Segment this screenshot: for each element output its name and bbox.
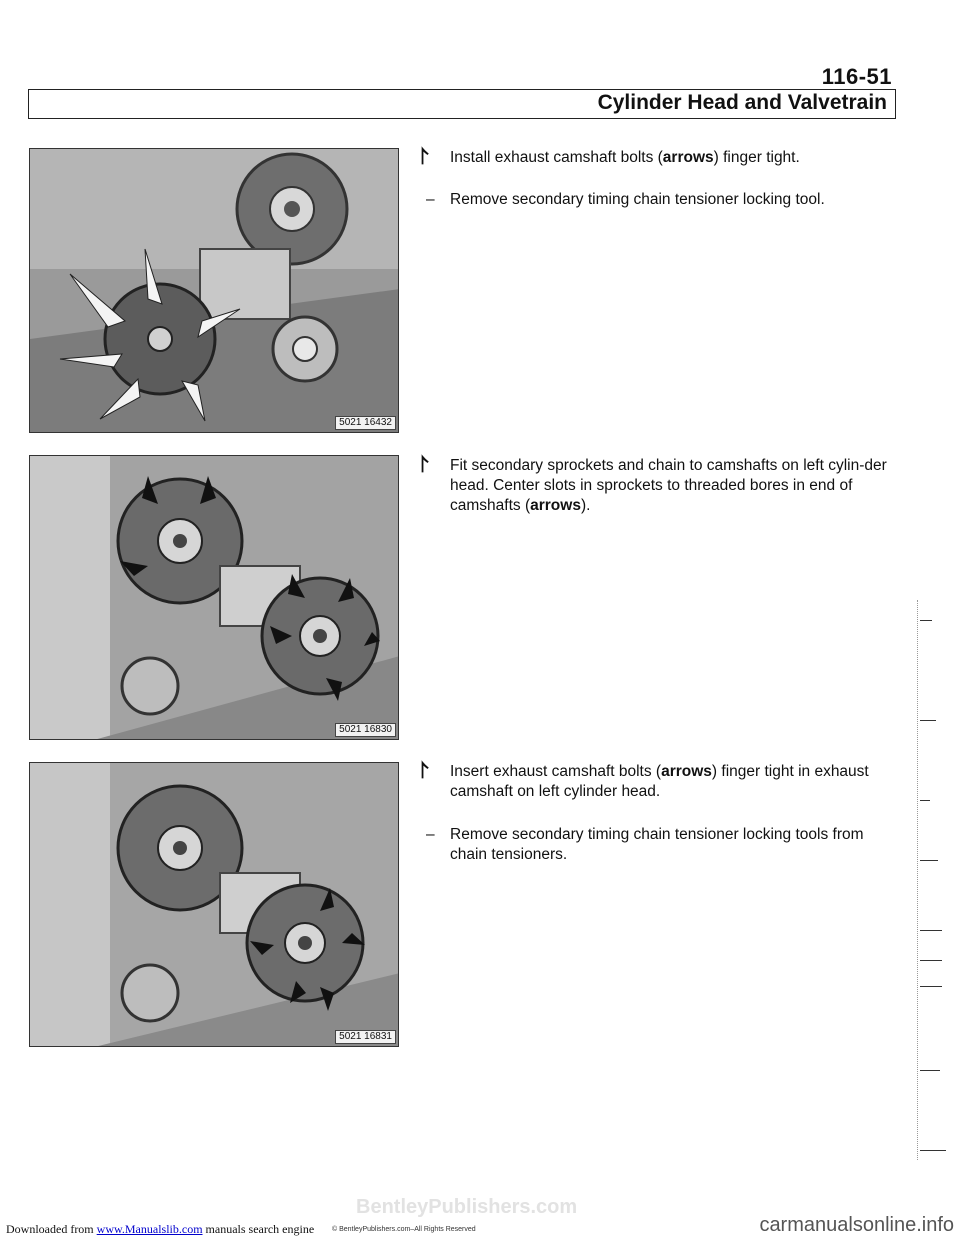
step-text: Fit secondary sprockets and chain to camshafts on left cylin-der head. Center slots in sprockets to threaded bores in end of camshafts (arrows). [450, 457, 887, 514]
section-header-bar [28, 89, 896, 119]
footer-site-watermark: carmanualsonline.info [759, 1214, 954, 1236]
instruction-step [420, 825, 890, 865]
instruction-step [420, 758, 890, 802]
instruction-step [420, 452, 890, 516]
step-text: Insert exhaust camshaft bolts (arrows) finger tight in exhaust camshaft on left cylinder head. [450, 763, 869, 800]
left-pointer-icon: ⨡ [420, 452, 429, 477]
step-text: Remove secondary timing chain tensioner locking tool. [450, 191, 825, 208]
footer-watermark: BentleyPublishers.com [356, 1196, 578, 1218]
step-text: Install exhaust camshaft bolts (arrows) finger tight. [450, 149, 800, 166]
page-number: 116-51 [821, 64, 892, 89]
figure-id: 5021 16432 [335, 416, 396, 430]
figure-secondary-sprockets [29, 455, 399, 740]
left-pointer-icon: ⨡ [420, 758, 429, 783]
footer-copyright: © BentleyPublishers.com–All Rights Reserved [332, 1226, 476, 1233]
figure-exhaust-camshaft-bolts [29, 148, 399, 433]
dash-bullet: – [426, 826, 435, 843]
figure-exhaust-bolts-left-head [29, 762, 399, 1047]
instruction-step [420, 190, 890, 210]
margin-tick-marks [917, 600, 948, 1160]
instruction-step [420, 144, 890, 169]
section-title: Cylinder Head and Valvetrain [597, 91, 887, 114]
left-pointer-icon: ⨡ [420, 144, 429, 169]
step-text: Remove secondary timing chain tensioner locking tools from chain tensioners. [450, 826, 864, 863]
dash-bullet: – [426, 191, 435, 208]
figure-id: 5021 16831 [335, 1030, 396, 1044]
manualslib-link[interactable]: www.Manualslib.com [96, 1222, 203, 1236]
footer-download-note: Downloaded from www.Manualslib.com manuals search engine [6, 1222, 315, 1236]
figure-id: 5021 16830 [335, 723, 396, 737]
